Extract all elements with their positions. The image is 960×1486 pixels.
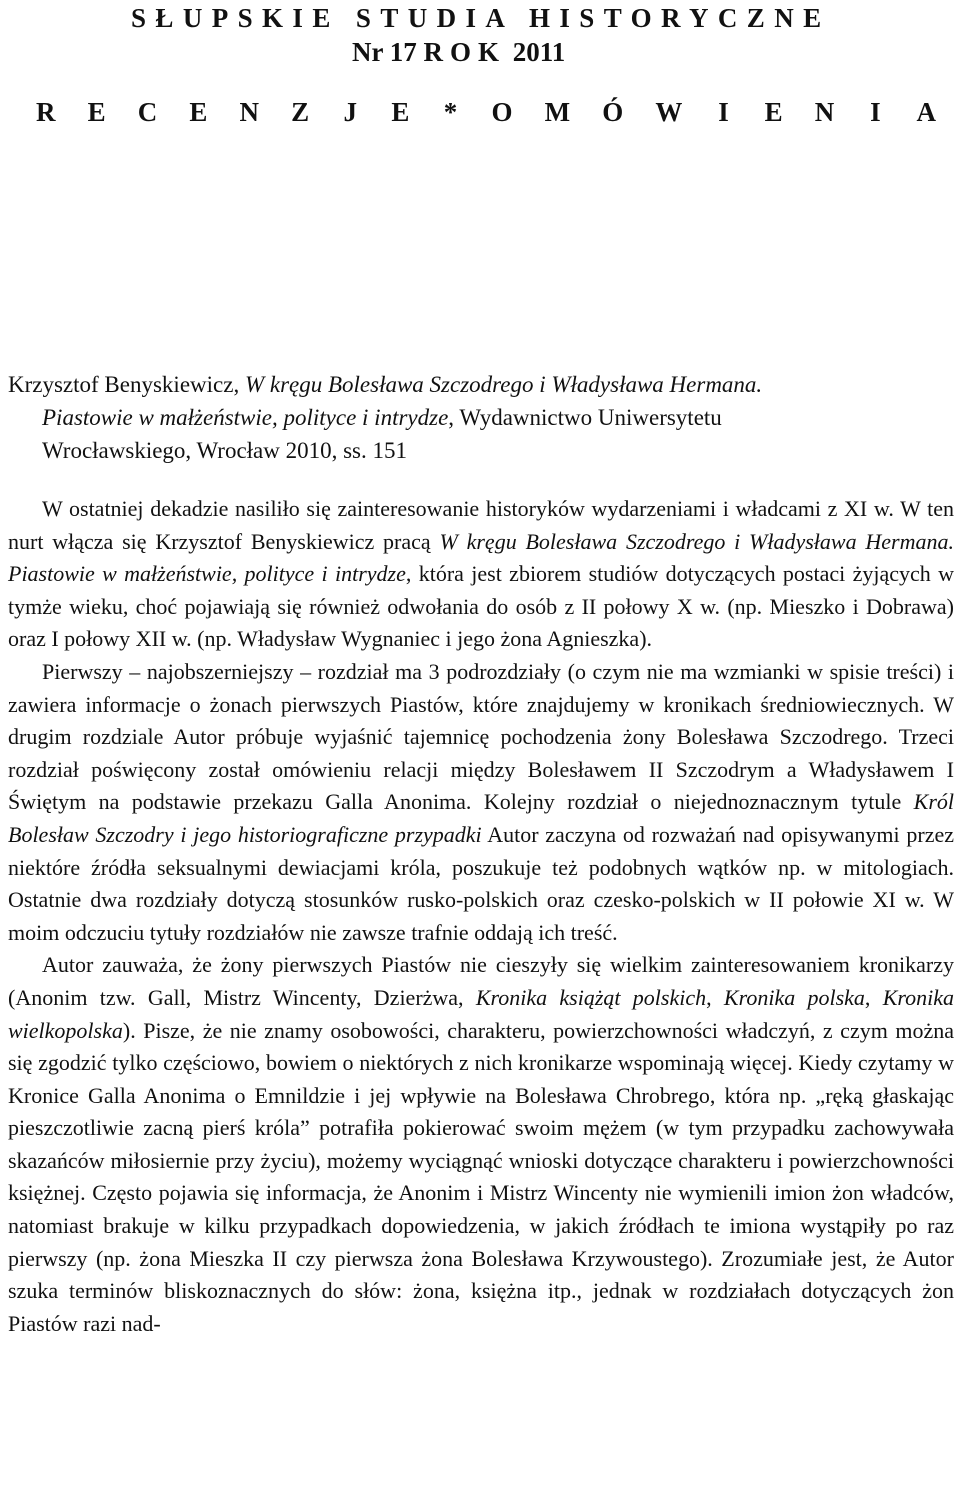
italic-title: Kronika polska — [723, 984, 865, 1010]
section-letter: J — [343, 97, 357, 127]
section-letter: E — [391, 97, 410, 127]
section-letter: N — [814, 97, 835, 127]
text-run: Pierwszy – najobszerniejszy – rozdział ma 3 podrozdziały (o czym nie ma wzmianki w spisie treści) i zawiera informacje o żonach pierwszych Piastów, które znajdujemy w kronikach średniowiecznych. W drugim rozdziale Autor próbuje wyjaśnić tajemnicę pochodzenia żony Bolesława Szczodrego. Trzeci rozdział poświęcony został omówieniu relacji między Bolesławem II Szczodrym a Władysławem I Świętym na podstawie przekazu Galla Anonima. Kolejny rozdział o niejednoznacznym tytule — [8, 658, 954, 815]
issue-year: 2011 — [512, 37, 566, 67]
section-letter: Z — [291, 97, 310, 127]
italic-title: Kronika wielkopolska — [8, 984, 954, 1043]
section-letter: C — [137, 97, 158, 127]
section-separator: * — [443, 97, 458, 127]
section-letter: E — [189, 97, 208, 127]
section-letter: Ó — [602, 97, 624, 127]
text-run: , która jest zbiorem studiów dotyczących postaci żyjących w tymże wieku, choć pojawiają się również odwołania do osób z II połowy X w. (np. Mieszko i Dobrawa) oraz I połowy XII w. (np. Władysław Wygnaniec i jego żona Agnieszka). — [8, 561, 954, 652]
text-run: W ostatniej dekadzie nasiliło się zainteresowanie historyków wydarzeniami i władcami z XI w. W ten nurt włącza się Krzysztof Benyskiewicz pracą — [8, 496, 954, 554]
section-letter: N — [239, 97, 259, 127]
section-letter: E — [87, 97, 106, 127]
citation-title: W kręgu Bolesława Szczodrego i Władysława Hermana. — [244, 372, 763, 397]
section-title — [36, 96, 936, 128]
section-letter: E — [764, 97, 783, 127]
section-letter: A — [916, 97, 936, 127]
review-paragraph — [8, 656, 954, 949]
review-paragraph — [8, 949, 954, 1340]
issue-year-label: ROK — [423, 37, 507, 67]
section-letter: W — [655, 97, 683, 127]
citation-subtitle: Piastowie w małżeństwie, polityce i intrydze — [42, 405, 449, 430]
italic-title: Król Bolesław Szczodry i jego historiograficzne przypadki — [8, 789, 954, 847]
section-letter: I — [718, 97, 729, 127]
section-letter: R — [36, 97, 56, 127]
journal-title: SŁUPSKIE STUDIA HISTORYCZNE — [131, 3, 831, 33]
review-paragraph — [8, 493, 954, 656]
text-run: , — [864, 984, 883, 1010]
italic-title: W kręgu Bolesława Szczodrego i Władysława Hermana. Piastowie w małżeństwie, polityce i intrydze — [8, 528, 954, 587]
citation-author: Krzysztof Benyskiewicz, — [8, 372, 245, 397]
issue-number: Nr 17 — [352, 37, 417, 67]
review-body — [8, 493, 954, 1340]
book-citation — [8, 368, 954, 467]
citation-publisher: , Wydawnictwo Uniwersytetu — [448, 405, 722, 430]
text-run: , — [706, 984, 724, 1010]
text-run: Autor zaczyna od rozważań nad opisywanymi przez niektóre źródła seksualnymi dewiacjami króla, poszukuje też podobnych wątków np. w mitologiach. Ostatnie dwa rozdziały dotyczą stosunków rusko-polskich oraz czesko-polskich w II połowie XI w. W moim odczuciu tytuły rozdziałów nie zawsze trafnie oddają ich treść. — [8, 821, 954, 945]
section-letter: O — [491, 97, 513, 127]
text-run: ). Pisze, że nie znamy osobowości, charakteru, powierzchowności władczyń, z czym można się zgodzić tylko częściowo, bowiem o niektórych z nich kronikarze wspominają więcej. Kiedy czytamy w Kronice Galla Anonima o Emnildzie i jej wpływie na Bolesława Chrobrego, która np. „ręką głaskając pieszczotliwie zacną pierś króla” potrafiła pokierować swoim mężem (w tym przypadku zachowywała skazańców miłosiernie przy życiu), możemy wyciągnąć wnioski dotyczące charakteru i powierzchowności księżnej. Często pojawia się informacja, że Anonim i Mistrz Wincenty nie wymienili imion żon władców, natomiast brakuje w kilku przypadkach dopowiedzenia, w jakich źródłach te imiona wystąpiły po raz pierwszy (np. żona Mieszka II czy pierwsza żona Bolesława Krzywoustego). Zrozumiałe jest, że Autor szuka terminów bliskoznacznych do słów: żona, księżna itp., jednak w rozdziałach dotyczących żon Piastów razi nad- — [8, 1017, 954, 1336]
section-letter: I — [870, 97, 881, 127]
text-run: Autor zauważa, że żony pierwszych Piastów nie cieszyły się wielkim zainteresowaniem kronikarzy (Anonim tzw. Gall, Mistrz Wincenty, Dzierżwa, — [8, 952, 954, 1010]
citation-publisher-place: Wrocławskiego, Wrocław 2010, ss. 151 — [42, 438, 408, 463]
italic-title: Kronika książąt polskich — [475, 984, 707, 1010]
journal-issue — [352, 36, 565, 68]
section-letter: M — [544, 97, 571, 127]
citation-line-2 — [8, 405, 722, 430]
